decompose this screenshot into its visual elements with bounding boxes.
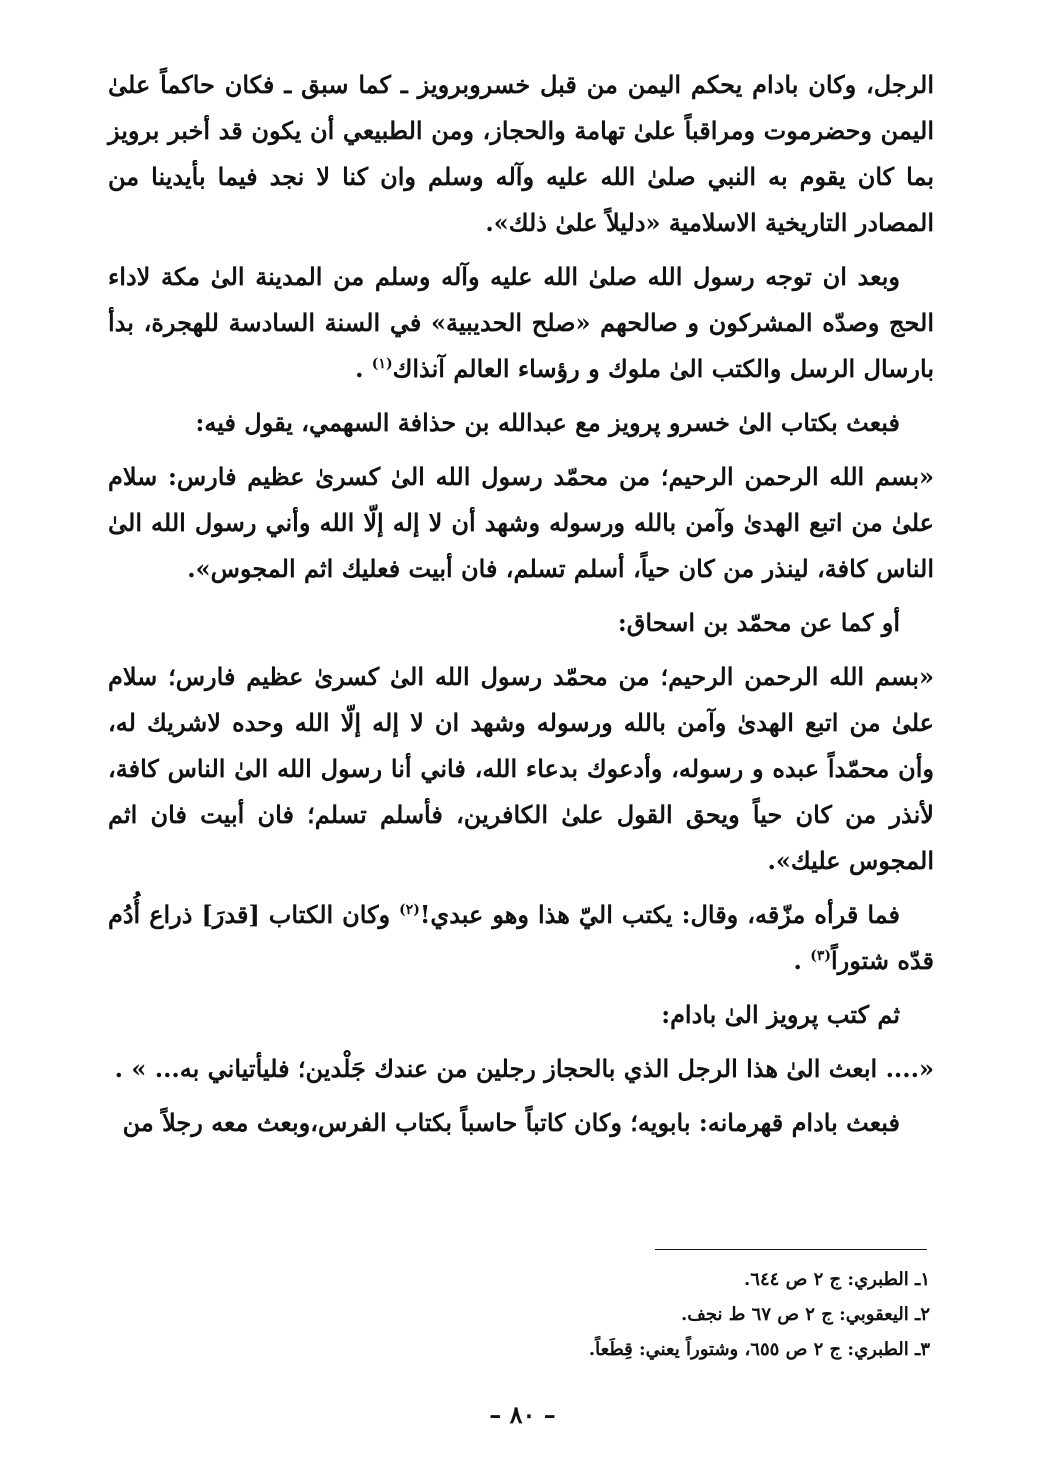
- letter-quote-2: «بسم الله الرحمن الرحيم؛ من محمّد رسول الله الىٰ كسرىٰ عظيم فارس؛ سلام علىٰ من اتبع الهدىٰ وآمن بالله ورسوله وشهد ان لا إله إلّا الله وحده لاشريك له، وأن محمّداً عبده و رسوله، وأدعوك بدعاء الله، فاني أنا رسول الله الىٰ الناس كافة، لأنذر من كان حياً ويحق القول علىٰ الكافرين، فأسلم تسلم؛ فان أبيت فان اثم المجوس عليك».: [108, 662, 934, 875]
- paragraph-10: فبعث بادام قهرمانه: بابويه؛ وكان كاتباً حاسباً بكتاب الفرس،وبعث معه رجلاً من: [122, 1108, 900, 1137]
- footnotes: [500, 1262, 930, 1367]
- letter-quote-1: «بسم الله الرحمن الرحيم؛ من محمّد رسول الله الىٰ كسرىٰ عظيم فارس: سلام علىٰ من اتبع الهدىٰ وآمن بالله ورسوله وشهد أن لا إله إلّا الله وأني رسول الله الىٰ الناس كافة، لينذر من كان حياً، أسلم تسلم، فان أبيت فعليك اثم المجوس».: [108, 462, 934, 583]
- footnote-1: ١ـ الطبري: ج ٢ ص ٦٤٤.: [744, 1269, 930, 1290]
- main-text: [108, 62, 934, 1154]
- paragraph-8: ثم كتب پرويز الىٰ بادام:: [661, 1000, 900, 1029]
- paragraph-5: أو كما عن محمّد بن اسحاق:: [617, 608, 900, 637]
- footnote-separator: [655, 1249, 927, 1250]
- footnote-3: ٣ـ الطبري: ج ٢ ص ٦٥٥، وشتوراً يعني: قِطَعاً.: [588, 1339, 930, 1360]
- page-number: – ٨٠ –: [489, 1400, 556, 1429]
- paragraph-1: الرجل، وكان بادام يحكم اليمن من قبل خسروبرويز ـ كما سبق ـ فكان حاكماً علىٰ اليمن وحضرموت ومراقباً علىٰ تهامة والحجاز، ومن الطبيعي أن يكون قد أخبر برويز بما كان يقوم به النبي صلىٰ الله عليه وآله وسلم وان كنا لا نجد فيما بأيدينا من المصادر التاريخية الاسلامية «دليلاً علىٰ ذلك».: [108, 70, 934, 237]
- footnote-2: ٢ـ اليعقوبي: ج ٢ ص ٦٧ ط نجف.: [680, 1304, 930, 1325]
- paragraph-3: فبعث بكتاب الىٰ خسرو پرويز مع عبدالله بن حذافة السهمي، يقول فيه:: [195, 408, 900, 437]
- letter-quote-3: «.... ابعث الىٰ هذا الرجل الذي بالحجاز رجلين من عندك جَلْدين؛ فليأتياني به... » .: [114, 1054, 934, 1083]
- footnote-ref-3[interactable]: (٣): [810, 948, 831, 964]
- footnote-ref-2[interactable]: (٢): [399, 902, 420, 918]
- paragraph-7: فما قرأه مزّقه، وقال: يكتب اليّ هذا وهو عبدي!$^{(٢)}$ وكان الكتاب [قدرَ] ذراع أُدُم قدّه شتوراً$^{(٣)}$ .: [108, 900, 934, 975]
- footnote-ref-1[interactable]: (١): [371, 356, 393, 372]
- paragraph-2: وبعد ان توجه رسول الله صلىٰ الله عليه وآله وسلم من المدينة الىٰ مكة لاداء الحج وصدّه المشركون و صالحهم «صلح الحديبية» في السنة السادسة للهجرة، بدأ بارسال الرسل والكتب الىٰ ملوك و رؤساء العالم آنذاك$^{(١)}$ .: [108, 262, 934, 383]
